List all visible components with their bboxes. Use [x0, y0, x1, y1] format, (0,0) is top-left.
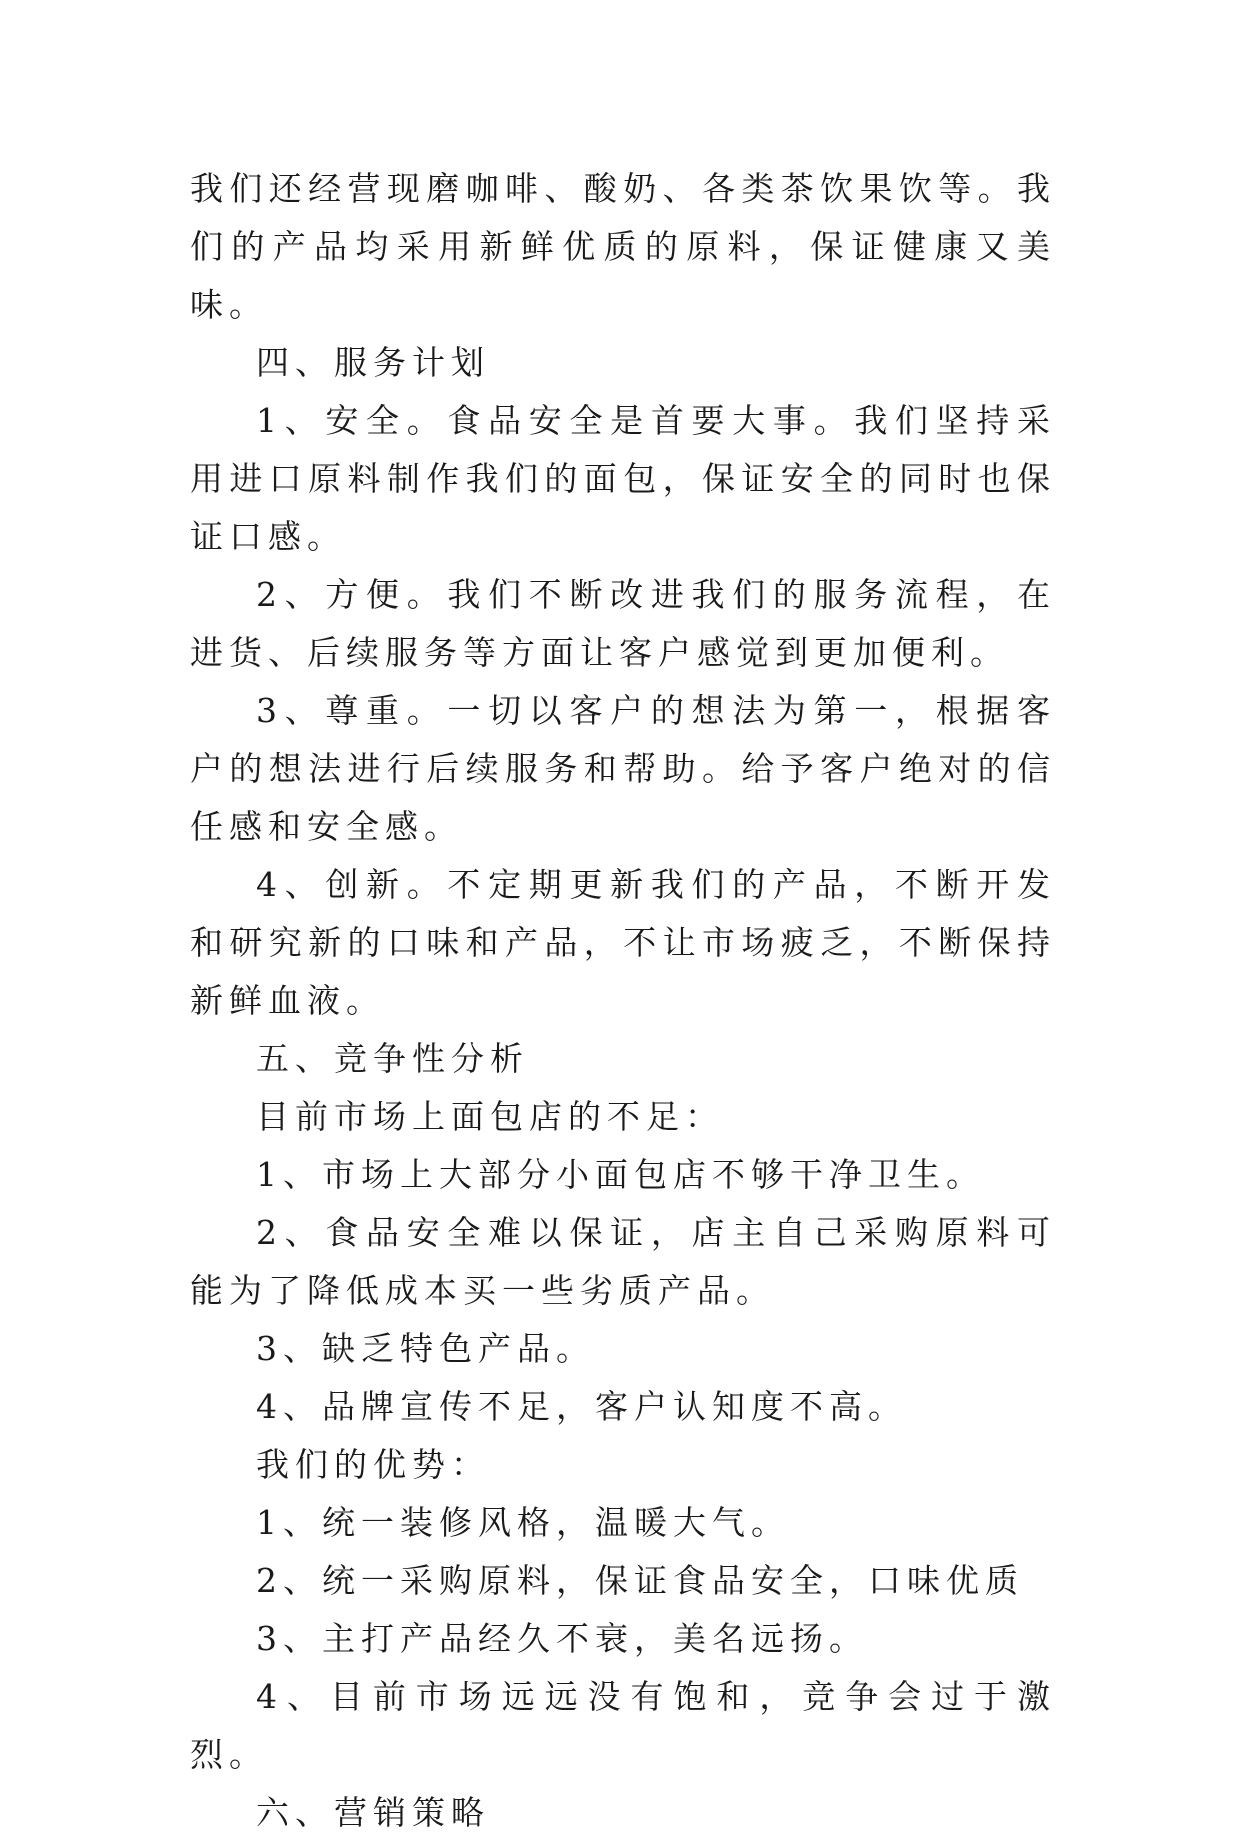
list-item-respect: 3、尊重。一切以客户的想法为第一，根据客户的想法进行后续服务和帮助。给予客户绝对的信任感和安全感。 — [190, 691, 1056, 846]
list-item-flagship-products: 3、主打产品经久不衰，美名远扬。 — [256, 1619, 868, 1658]
list-item-special-products: 3、缺乏特色产品。 — [256, 1329, 595, 1368]
heading-marketing-strategy: 六、营销策略 — [256, 1793, 490, 1832]
list-item-procurement: 2、统一采购原料，保证食品安全，口味优质 — [256, 1561, 1024, 1600]
list-item-convenience: 2、方便。我们不断改进我们的服务流程，在进货、后续服务等方面让客户感觉到更加便利。 — [190, 575, 1056, 672]
subheading-market-shortcomings: 目前市场上面包店的不足： — [256, 1097, 724, 1136]
heading-competition-analysis: 五、竞争性分析 — [256, 1039, 529, 1078]
heading-service-plan: 四、服务计划 — [256, 343, 490, 382]
list-item-market-saturation: 4、目前市场远远没有饱和，竞争会过于激烈。 — [190, 1677, 1056, 1774]
paragraph-products: 我们还经营现磨咖啡、酸奶、各类茶饮果饮等。我们的产品均采用新鲜优质的原料，保证健康又美味。 — [190, 169, 1056, 324]
list-item-hygiene: 1、市场上大部分小面包店不够干净卫生。 — [256, 1155, 985, 1194]
list-item-food-safety: 2、食品安全难以保证，店主自己采购原料可能为了降低成本买一些劣质产品。 — [190, 1213, 1056, 1310]
list-item-innovation: 4、创新。不定期更新我们的产品，不断开发和研究新的口味和产品，不让市场疲乏，不断保持新鲜血液。 — [190, 865, 1056, 1020]
list-item-safety: 1、安全。食品安全是首要大事。我们坚持采用进口原料制作我们的面包，保证安全的同时也保证口感。 — [190, 401, 1056, 556]
subheading-our-advantages: 我们的优势： — [256, 1445, 490, 1484]
list-item-brand-awareness: 4、品牌宣传不足，客户认知度不高。 — [256, 1387, 907, 1426]
list-item-decoration: 1、统一装修风格，温暖大气。 — [256, 1503, 790, 1542]
document-body — [190, 160, 1056, 1842]
